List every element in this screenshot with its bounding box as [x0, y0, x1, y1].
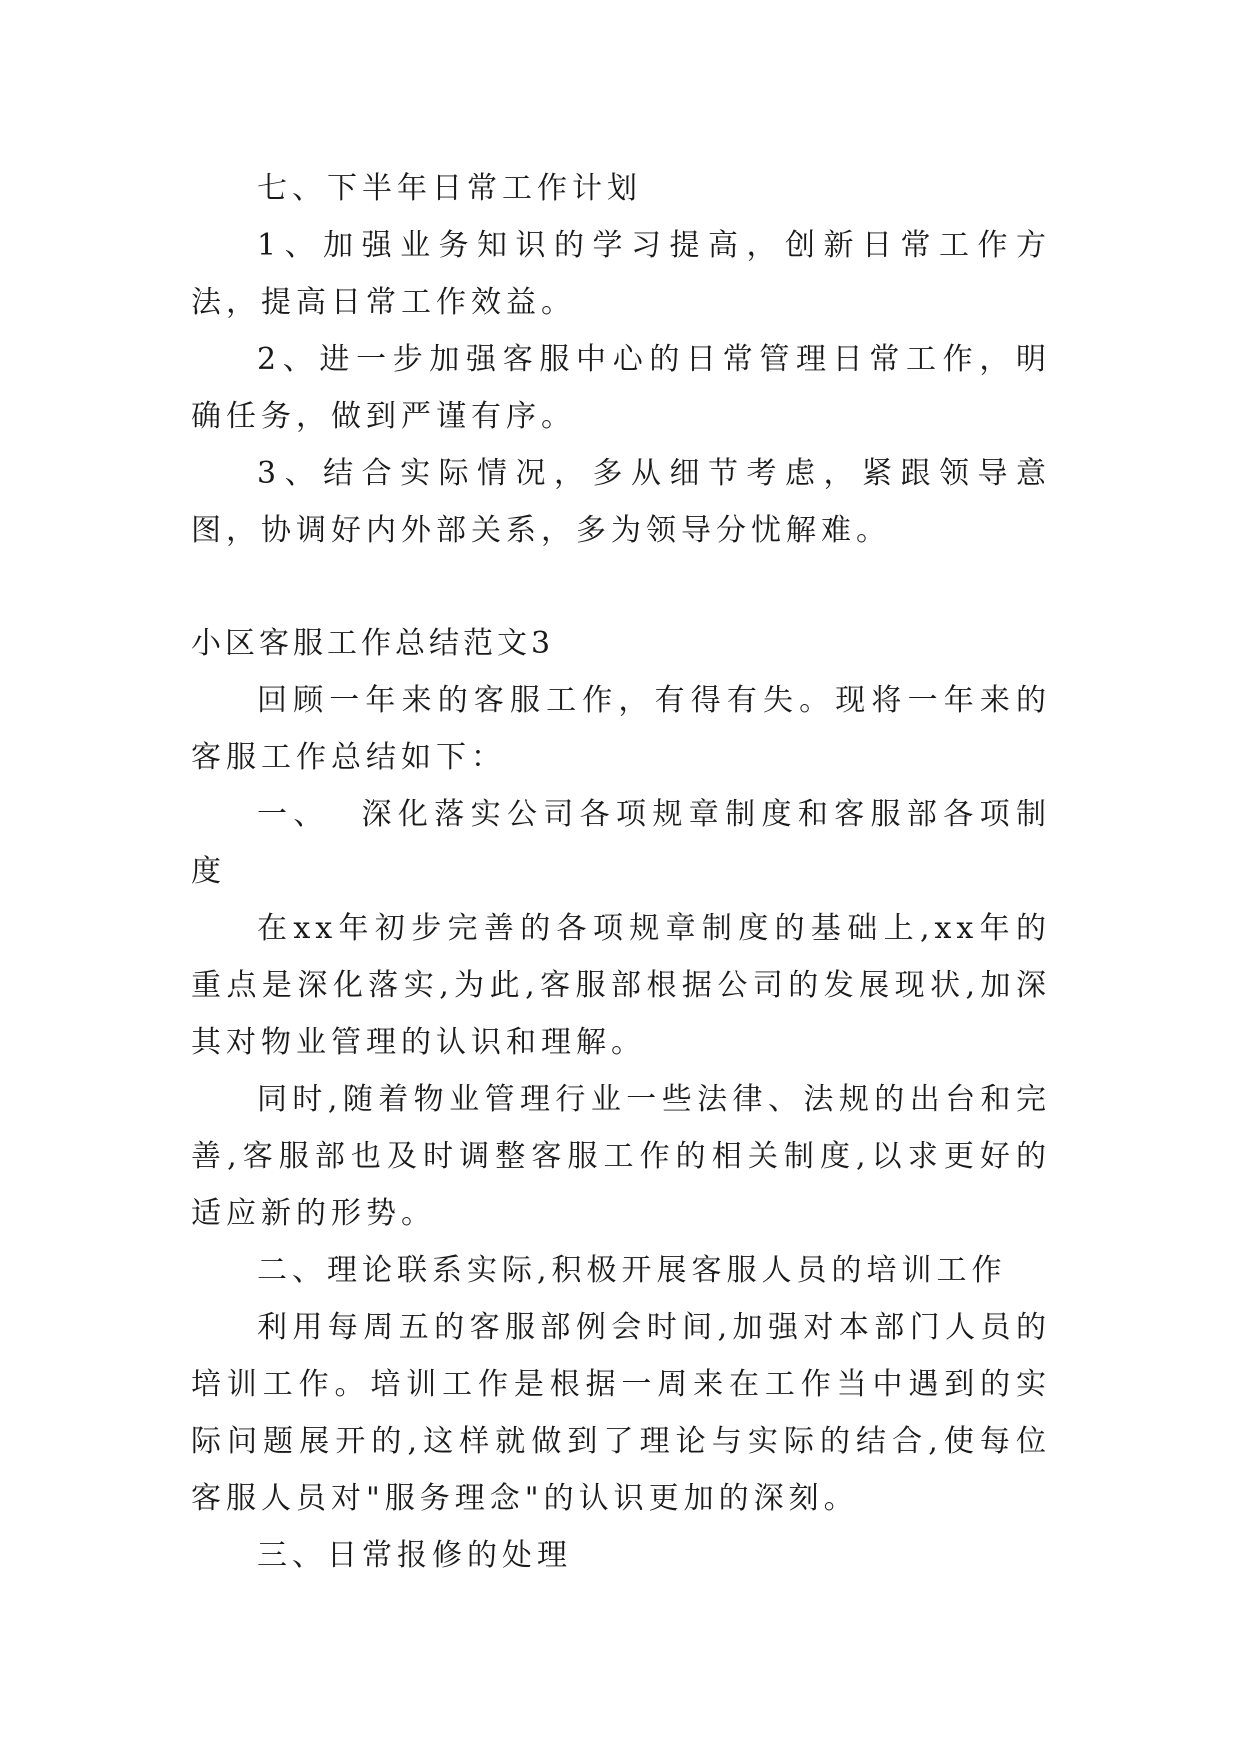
document-body — [191, 160, 1051, 1584]
paragraph-intro: 回顾一年来的客服工作，有得有失。现将一年来的客服工作总结如下： — [191, 683, 1051, 775]
section-title: 小区客服工作总结范文3 — [191, 626, 555, 661]
paragraph-body-2: 同时,随着物业管理行业一些法律、法规的出台和完善,客服部也及时调整客服工作的相关制度,以求更好的适应新的形势。 — [191, 1082, 1051, 1231]
paragraph-body-3: 利用每周五的客服部例会时间,加强对本部门人员的培训工作。培训工作是根据一周来在工作当中遇到的实际问题展开的,这样就做到了理论与实际的结合,使每位客服人员对"服务理念"的认识更加的深刻。 — [191, 1310, 1051, 1516]
paragraph-plan-item-1: 1、加强业务知识的学习提高，创新日常工作方法，提高日常工作效益。 — [191, 228, 1051, 320]
paragraph-subheading-3: 三、日常报修的处理 — [257, 1538, 572, 1573]
paragraph-subheading-2: 二、理论联系实际,积极开展客服人员的培训工作 — [257, 1253, 1007, 1288]
paragraph-body-1: 在xx年初步完善的各项规章制度的基础上,xx年的重点是深化落实,为此,客服部根据公司的发展现状,加深其对物业管理的认识和理解。 — [191, 911, 1051, 1060]
paragraph-plan-item-3: 3、结合实际情况，多从细节考虑，紧跟领导意图，协调好内外部关系，多为领导分忧解难。 — [191, 456, 1051, 548]
paragraph-plan-item-2: 2、进一步加强客服中心的日常管理日常工作，明确任务，做到严谨有序。 — [191, 342, 1051, 434]
paragraph-plan-heading: 七、下半年日常工作计划 — [257, 171, 642, 206]
paragraph-subheading-1: 一、 深化落实公司各项规章制度和客服部各项制度 — [191, 797, 1051, 889]
